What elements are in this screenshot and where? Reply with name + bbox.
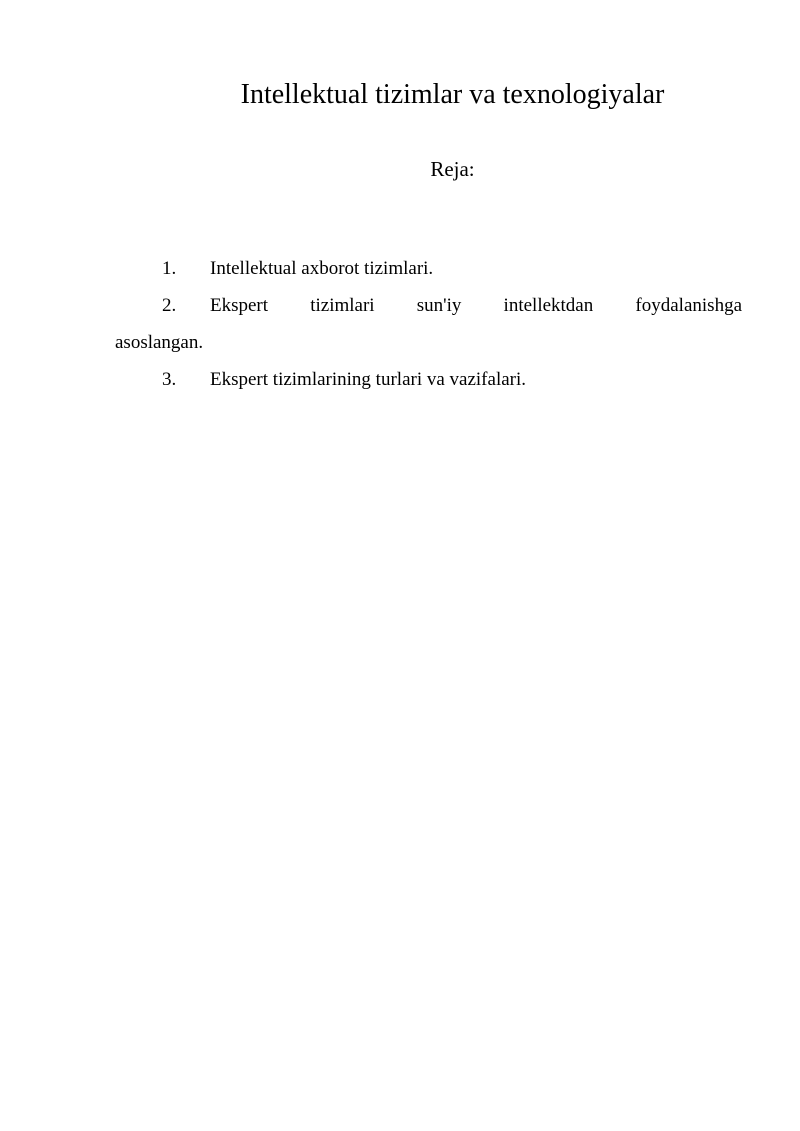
list-item-text: Ekspert tizimlarining turlari va vazifalari. <box>210 369 527 390</box>
plan-list <box>115 250 742 398</box>
list-item-3 <box>115 361 742 398</box>
list-item-word: foydalanishga <box>635 295 742 316</box>
list-item-2 <box>115 287 742 361</box>
list-item-word: Ekspert <box>210 295 269 316</box>
list-item-continuation: asoslangan. <box>115 332 204 353</box>
list-item-word: intellektdan <box>503 295 594 316</box>
list-item-text <box>115 287 742 324</box>
page-title: Intellektual tizimlar va texnologiyalar <box>240 79 665 110</box>
list-item-word: sun'iy <box>416 295 462 316</box>
list-item-number: 3. <box>162 369 177 390</box>
list-item-text: Intellektual axborot tizimlari. <box>210 258 434 279</box>
plan-heading: Reja: <box>430 157 475 181</box>
list-item-number: 1. <box>162 258 177 279</box>
list-item-number: 2. <box>162 295 177 316</box>
list-item-word: tizimlari <box>310 295 375 316</box>
list-item-1 <box>115 250 742 287</box>
